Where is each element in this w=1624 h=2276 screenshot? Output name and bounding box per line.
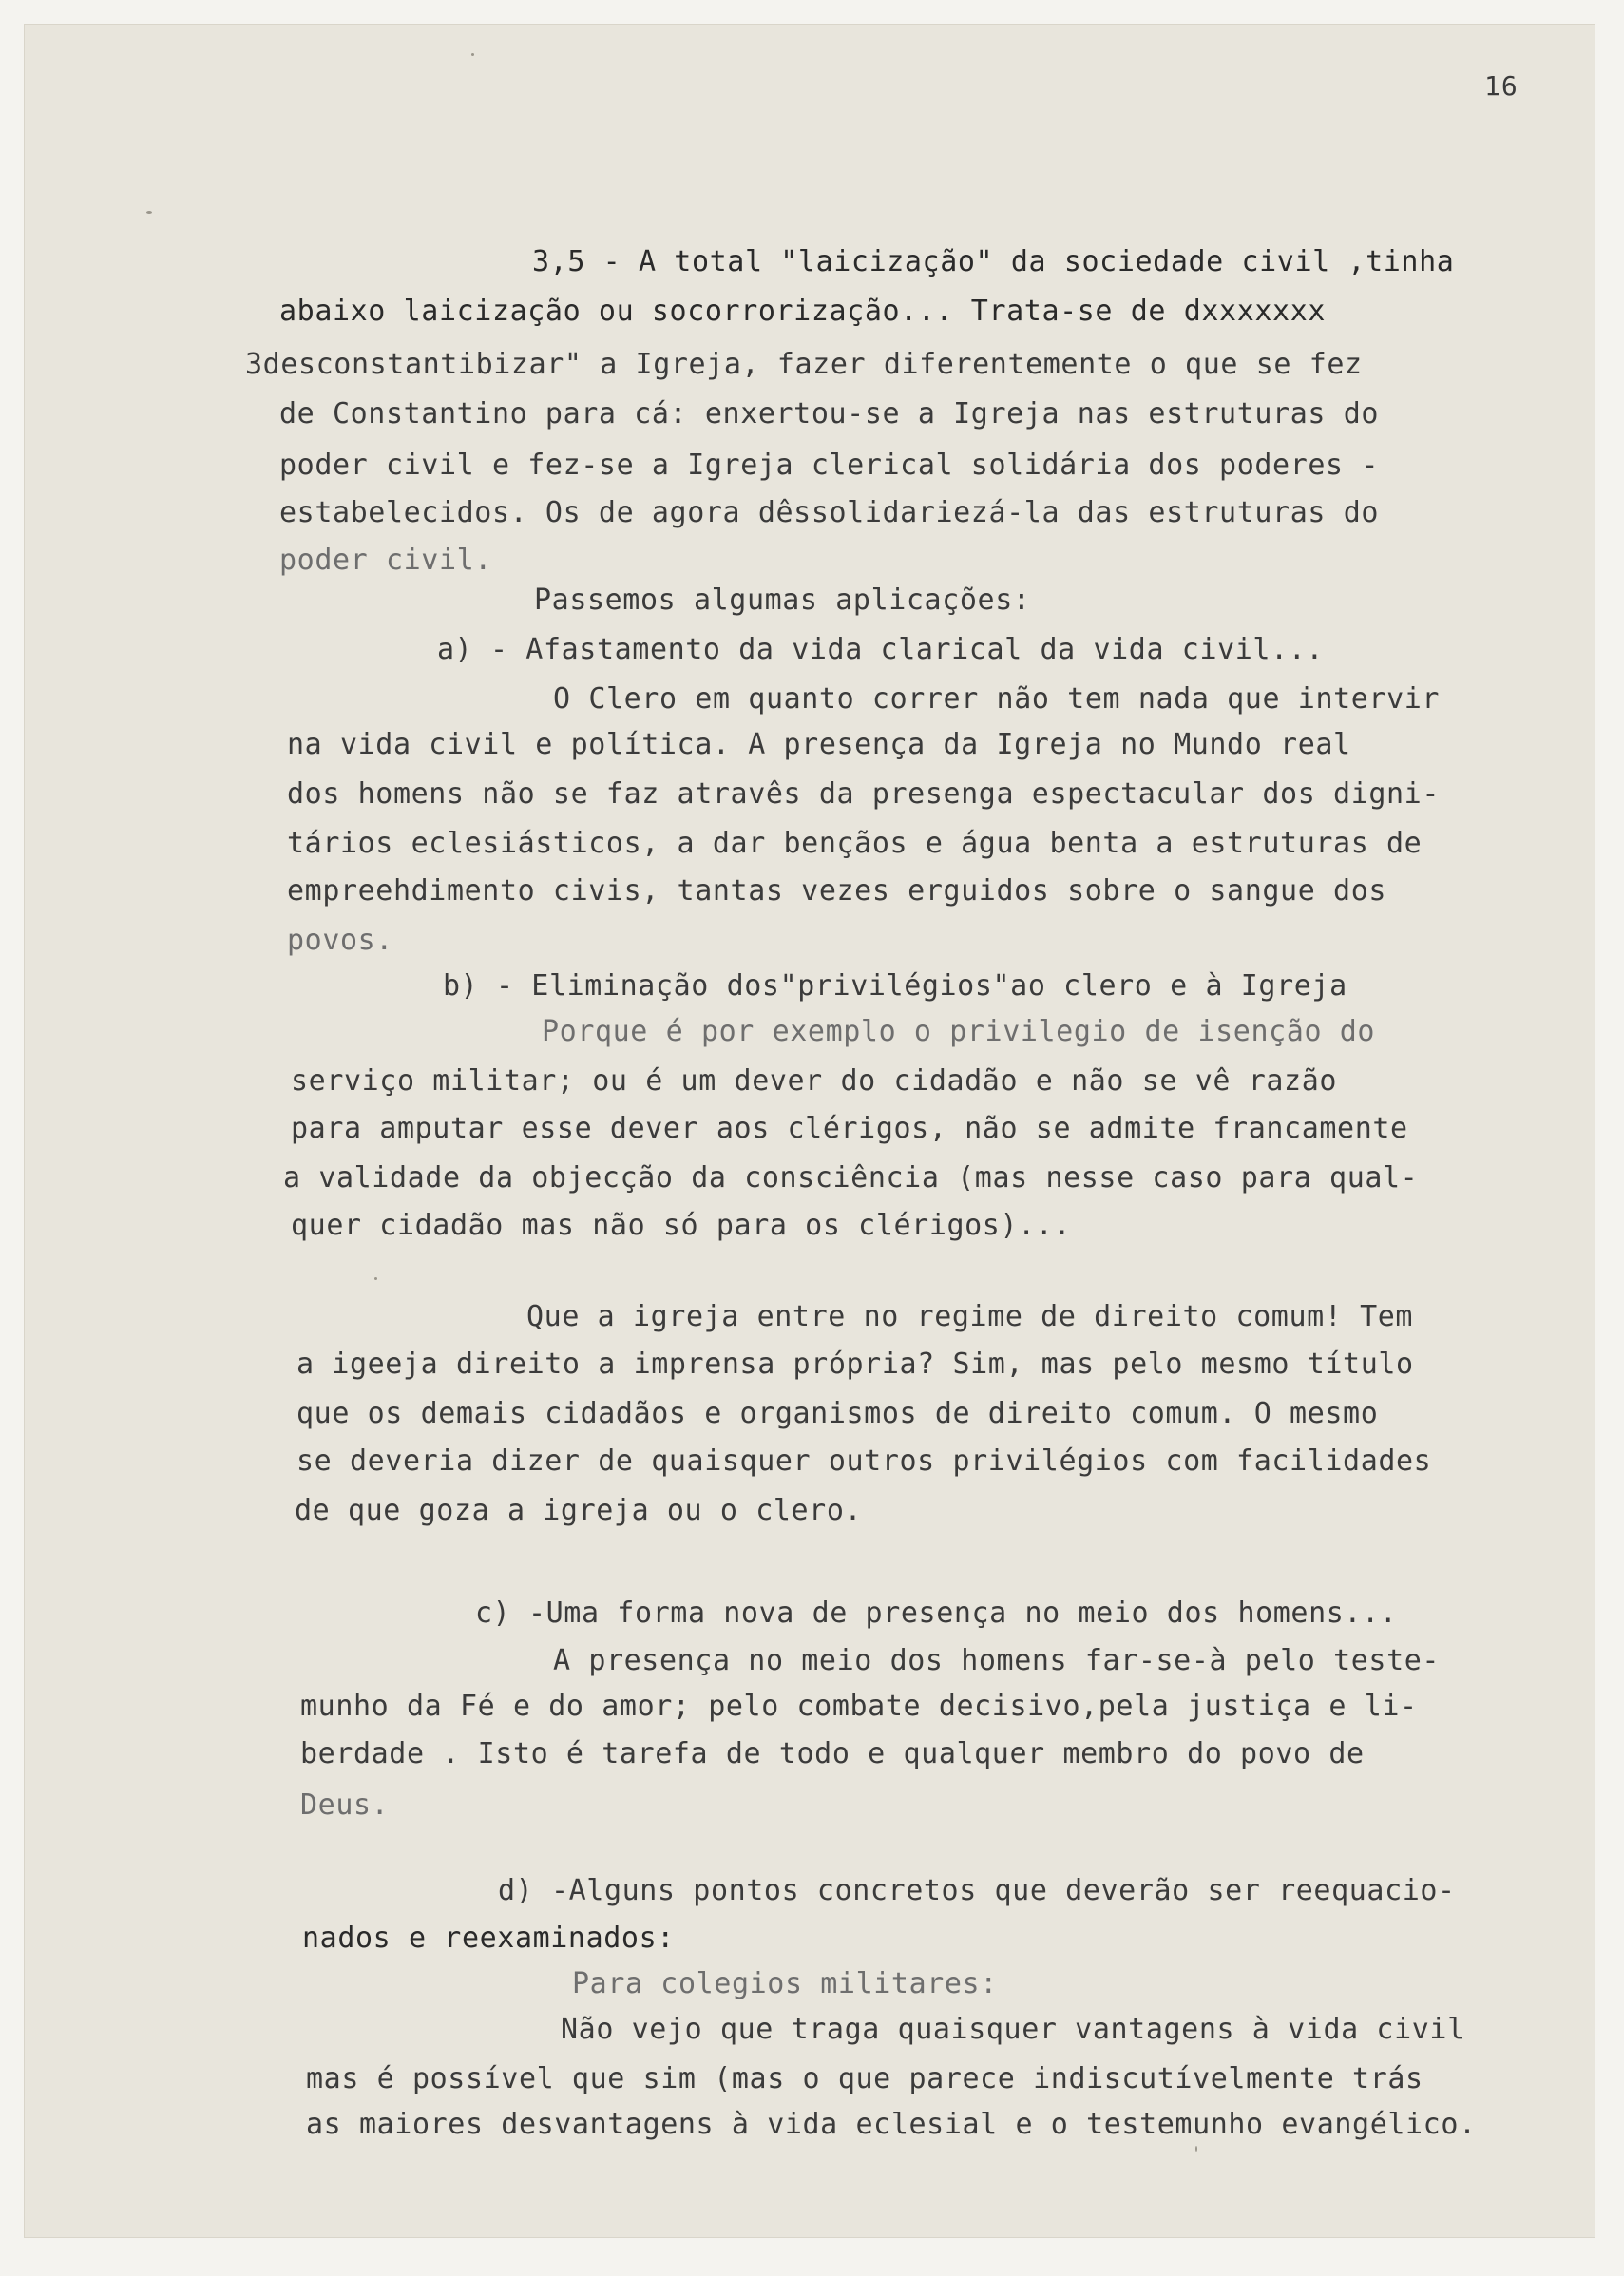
text-line: se deveria dizer de quaisquer outros privilégios com facilidades <box>296 1444 1432 1478</box>
text-line: povos. <box>287 924 393 957</box>
text-line: na vida civil e política. A presença da Igreja no Mundo real <box>287 728 1351 761</box>
text-line: Para colegios militares: <box>572 1967 998 2000</box>
text-line: quer cidadão mas não só para os clérigos)... <box>291 1209 1072 1242</box>
text-line: 3desconstantibizar" a Igreja, fazer diferentemente o que se fez <box>245 348 1363 381</box>
text-line: nados e reexaminados: <box>302 1922 675 1955</box>
text-line: abaixo laicização ou socorrorização... Trata-se de dxxxxxxx <box>279 295 1327 328</box>
text-line: para amputar esse dever aos clérigos, não se admite francamente <box>291 1112 1408 1145</box>
text-line: Passemos algumas aplicações: <box>534 583 1031 617</box>
text-line: a) - Afastamento da vida clarical da vida civil... <box>437 633 1325 666</box>
text-line: berdade . Isto é tarefa de todo e qualquer membro do povo de <box>300 1737 1365 1770</box>
text-line: empreehdimento civis, tantas vezes erguidos sobre o sangue dos <box>287 874 1387 908</box>
text-line: estabelecidos. Os de agora dêssolidariezá-la das estruturas do <box>279 496 1380 529</box>
text-line: O Clero em quanto correr não tem nada que intervir <box>553 682 1441 716</box>
text-line: b) - Eliminação dos"privilégios"ao clero e à Igreja <box>443 969 1347 1003</box>
text-line: d) -Alguns pontos concretos que deverão ser reequacio- <box>498 1874 1456 1907</box>
paper-speck <box>374 1277 377 1280</box>
text-line: dos homens não se faz atravês da presenga espectacular dos digni- <box>287 777 1440 811</box>
text-line: munho da Fé e do amor; pelo combate decisivo,pela justiça e li- <box>300 1690 1418 1723</box>
text-line: A presença no meio dos homens far-se-à pelo teste- <box>553 1644 1441 1677</box>
paper-speck <box>471 53 474 56</box>
text-line: poder civil. <box>279 544 492 577</box>
text-line: mas é possível que sim (mas o que parece indiscutívelmente trás <box>306 2062 1423 2095</box>
text-line: a validade da objecção da consciência (mas nesse caso para qual- <box>283 1161 1419 1195</box>
text-line: que os demais cidadãos e organismos de direito comum. O mesmo <box>296 1397 1379 1430</box>
text-line: Deus. <box>300 1788 390 1822</box>
text-line: poder civil e fez-se a Igreja clerical solidária dos poderes - <box>279 449 1380 482</box>
text-line: tários eclesiásticos, a dar bençãos e água benta a estruturas de <box>287 827 1423 860</box>
text-line: Porque é por exemplo o privilegio de isenção do <box>542 1015 1376 1048</box>
text-line: a igeeja direito a imprensa própria? Sim, mas pelo mesmo título <box>296 1348 1414 1381</box>
text-line: as maiores desvantagens à vida eclesial e o testemunho evangélico. <box>306 2108 1477 2141</box>
text-line: 3,5 - A total "laicização" da sociedade civil ,tinha <box>532 245 1455 278</box>
text-line: Não vejo que traga quaisquer vantagens à vida civil <box>561 2013 1465 2046</box>
text-line: serviço militar; ou é um dever do cidadão e não se vê razão <box>291 1064 1338 1098</box>
typewritten-page <box>25 25 1595 2237</box>
page-number: 16 <box>1484 70 1519 102</box>
text-line: de que goza a igreja ou o clero. <box>295 1494 863 1527</box>
text-line: de Constantino para cá: enxertou-se a Igreja nas estruturas do <box>279 397 1380 430</box>
paper-speck <box>1195 2146 1197 2152</box>
paper-speck <box>146 211 152 214</box>
text-line: Que a igreja entre no regime de direito comum! Tem <box>526 1300 1414 1333</box>
text-line: c) -Uma forma nova de presença no meio dos homens... <box>475 1597 1398 1630</box>
